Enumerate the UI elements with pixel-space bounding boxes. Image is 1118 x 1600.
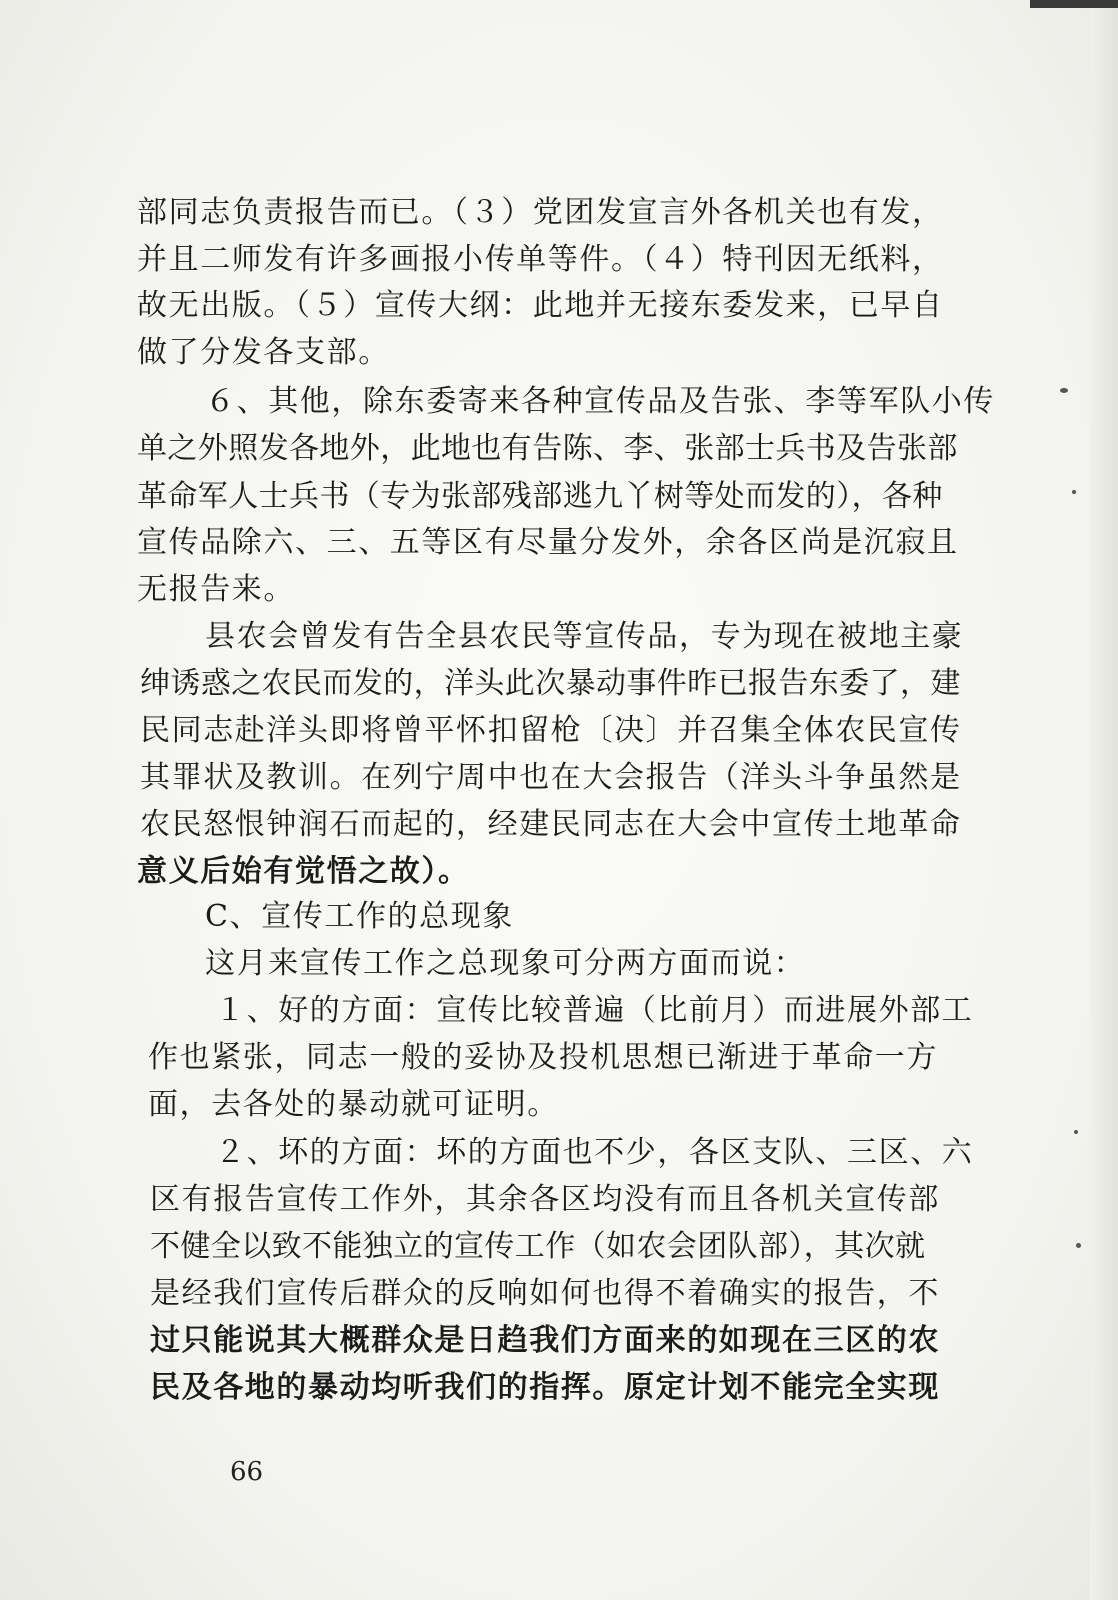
text-line-17: 这月来宣传工作之总现象可分两方面而说： xyxy=(205,946,806,981)
text-line-5: ６、其他，除东委寄来各种宣传品及告张、李等军队小传 xyxy=(205,384,995,419)
text-line-9: 无报告来。 xyxy=(137,572,295,607)
text-line-4: 做了分发各支部。 xyxy=(137,335,390,370)
text-line-23: 不健全以致不能独立的宣传工作（如农会团队部），其次就 xyxy=(150,1229,926,1264)
text-line-14: 农民怒恨钟润石而起的，经建民同志在大会中宣传土地革命 xyxy=(140,807,962,842)
text-line-24: 是经我们宣传后群众的反响如何也得不着确实的报告，不 xyxy=(150,1276,940,1311)
page-number: 66 xyxy=(230,1457,264,1487)
text-line-7: 革命军人士兵书（专为张部残部逃九丫树等处而发的），各种 xyxy=(137,479,943,514)
section-heading-c: C、宣传工作的总现象 xyxy=(205,899,514,934)
text-line-8: 宣传品除六、三、五等区有尽量分发外，余各区尚是沉寂且 xyxy=(137,525,959,560)
text-line-12: 民同志赴洋头即将曾平怀扣留枪〔决〕并召集全体农民宣传 xyxy=(140,713,962,748)
text-line-3: 故无出版。（５）宣传大纲：此地并无接东委发来，已早自 xyxy=(137,288,944,323)
text-line-19: 作也紧张，同志一般的妥协及投机思想已渐进于革命一方 xyxy=(148,1040,938,1075)
text-line-1: 部同志负责报告而已。（３）党团发宣言外各机关也有发， xyxy=(137,195,944,230)
text-line-18: １、好的方面：宣传比较普遍（比前月）而进展外部工 xyxy=(215,993,974,1028)
text-line-10: 县农会曾发有告全县农民等宣传品，专为现在被地主豪 xyxy=(205,619,964,654)
text-line-20: 面，去各处的暴动就可证明。 xyxy=(148,1087,559,1122)
scan-speck xyxy=(1074,1130,1078,1134)
page-binding-edge xyxy=(1090,0,1118,1600)
scan-mark xyxy=(1030,0,1118,8)
text-line-22: 区有报告宣传工作外，其余各区均没有而且各机关宣传部 xyxy=(150,1182,940,1217)
scan-speck xyxy=(1072,490,1076,494)
text-line-2: 并且二师发有许多画报小传单等件。（４）特刊因无纸料， xyxy=(137,242,944,277)
text-line-13: 其罪状及教训。在列宁周中也在大会报告（洋头斗争虽然是 xyxy=(140,760,962,795)
text-line-21: ２、坏的方面：坏的方面也不少，各区支队、三区、六 xyxy=(215,1135,974,1170)
text-line-11: 绅诱惑之农民而发的，洋头此次暴动事件昨已报告东委了，建 xyxy=(140,666,961,701)
text-line-26: 民及各地的暴动均听我们的指挥。原定计划不能完全实现 xyxy=(150,1370,940,1405)
text-line-15: 意义后始有觉悟之故）。 xyxy=(137,854,470,889)
text-line-6: 单之外照发各地外，此地也有告陈、李、张部士兵书及告张部 xyxy=(137,431,958,466)
scan-speck xyxy=(1076,1243,1081,1248)
scan-speck xyxy=(1060,388,1068,393)
text-line-25: 过只能说其大概群众是日趋我们方面来的如现在三区的农 xyxy=(150,1323,940,1358)
